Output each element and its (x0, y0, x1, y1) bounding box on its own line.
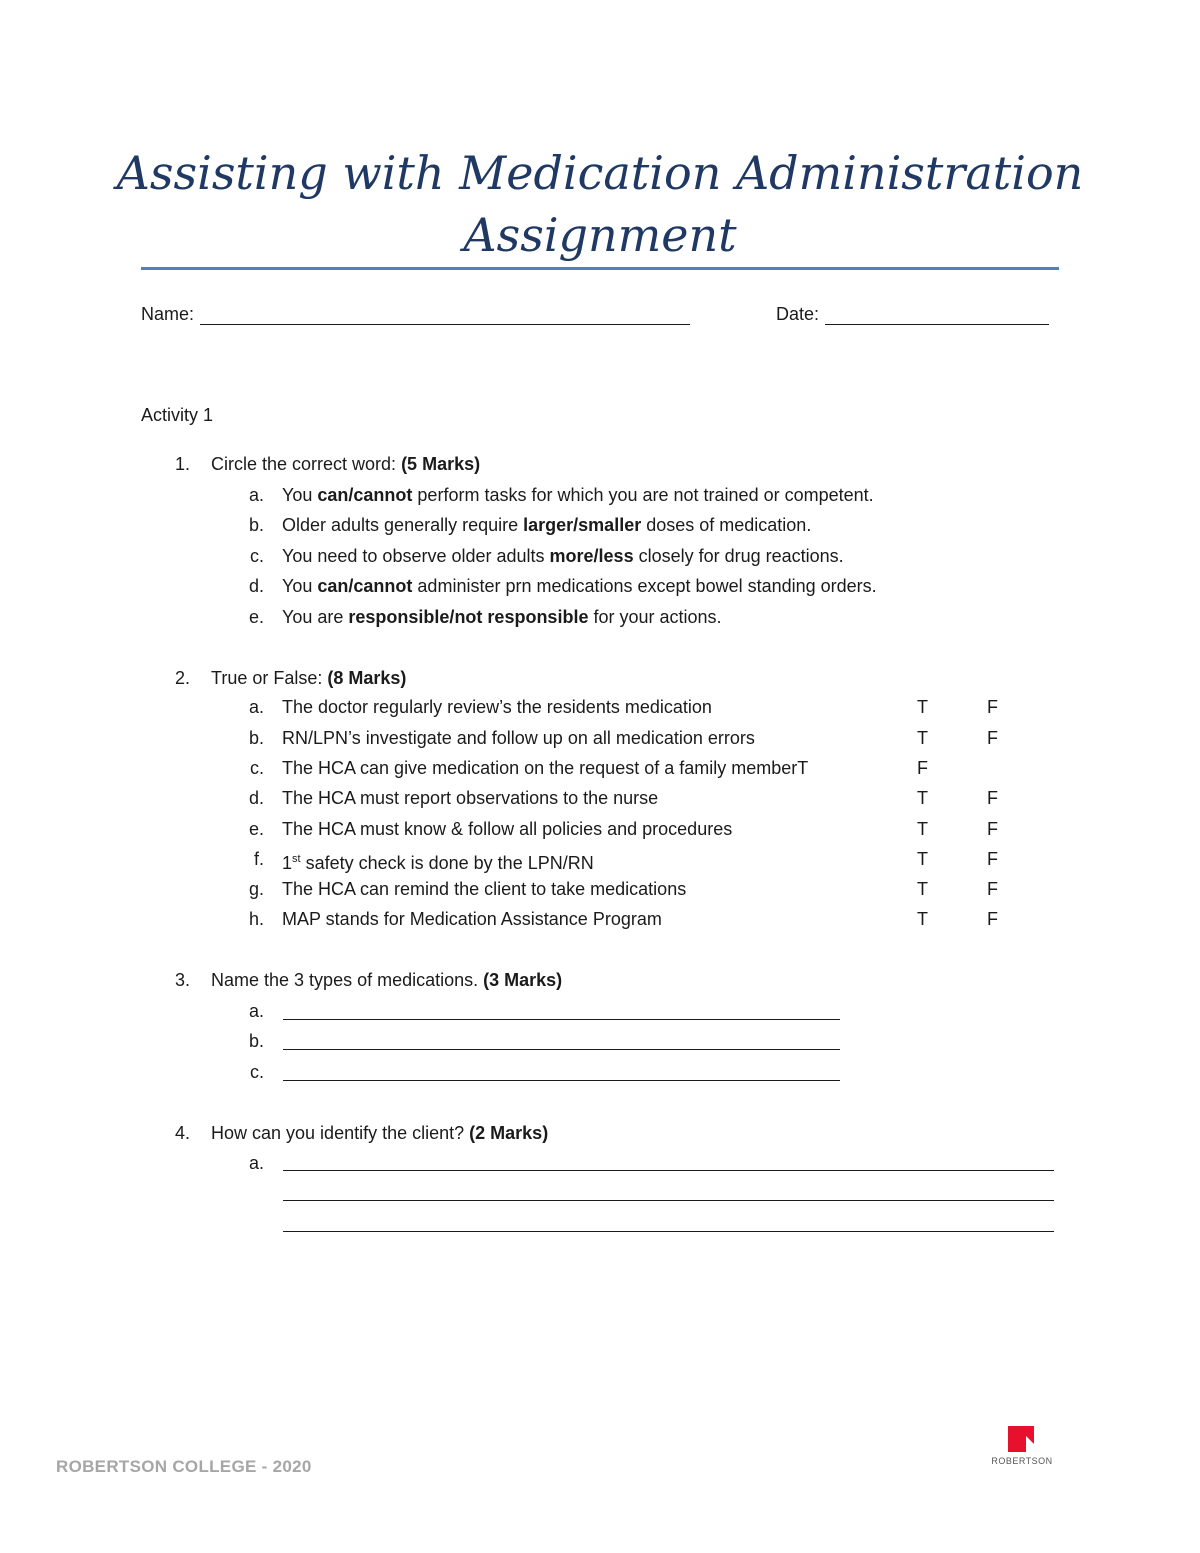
true-option[interactable]: T (917, 849, 928, 869)
name-field-row (141, 302, 690, 325)
false-option[interactable]: F (917, 758, 928, 778)
item-letter: b. (248, 1031, 264, 1051)
true-option[interactable]: T (917, 879, 928, 899)
true-option[interactable]: T (917, 819, 928, 839)
item-letter: e. (248, 819, 264, 839)
answer-line[interactable] (283, 1231, 1054, 1232)
answer-line[interactable] (283, 1049, 840, 1050)
title-underline (141, 267, 1059, 270)
true-option[interactable]: T (917, 788, 928, 808)
q2-item-g: The HCA can remind the client to take medications (282, 879, 687, 899)
item-letter: b. (248, 515, 264, 535)
date-blank[interactable] (825, 302, 1049, 325)
false-option[interactable]: F (987, 728, 998, 748)
answer-line[interactable] (283, 1200, 1054, 1201)
q1-item-e: You are responsible/not responsible for your actions. (282, 607, 722, 627)
q2-item-c: The HCA can give medication on the request of a family memberT (282, 758, 809, 778)
q2-item-d: The HCA must report observations to the nurse (282, 788, 659, 808)
false-option[interactable]: F (987, 909, 998, 929)
item-letter: c. (249, 546, 264, 566)
false-option[interactable]: F (987, 788, 998, 808)
question-number: 1. (174, 454, 190, 474)
question-1-text: Circle the correct word: (5 Marks) (211, 454, 481, 474)
page-title-line-2: Assignment (463, 208, 737, 262)
q2-item-f: 1st safety check is done by the LPN/RN (282, 853, 594, 873)
item-letter: a. (248, 697, 264, 717)
false-option[interactable]: F (987, 879, 998, 899)
name-blank[interactable] (200, 302, 690, 325)
answer-line[interactable] (283, 1019, 840, 1020)
true-option[interactable]: T (917, 697, 928, 717)
q2-item-h: MAP stands for Medication Assistance Program (282, 909, 662, 929)
name-label: Name: (141, 304, 195, 324)
question-4-text: How can you identify the client? (2 Marks) (211, 1123, 549, 1143)
robertson-logo (982, 1418, 1062, 1470)
question-number: 2. (174, 668, 190, 688)
q1-item-d: You can/cannot administer prn medications except bowel standing orders. (282, 576, 877, 596)
question-2-text: True or False: (8 Marks) (211, 668, 407, 688)
q2-item-b: RN/LPN’s investigate and follow up on all medication errors (282, 728, 755, 748)
q2-item-a: The doctor regularly review’s the residents medication (282, 697, 712, 717)
answer-line[interactable] (283, 1080, 840, 1081)
item-letter: a. (248, 1153, 264, 1173)
date-label: Date: (776, 304, 820, 324)
question-number: 3. (174, 970, 190, 990)
page-title-line-1: Assisting with Medication Administration (116, 146, 1084, 200)
question-number: 4. (174, 1123, 190, 1143)
q1-item-b: Older adults generally require larger/smaller doses of medication. (282, 515, 812, 535)
footer-text: ROBERTSON COLLEGE - 2020 (56, 1457, 312, 1476)
item-letter: h. (248, 909, 264, 929)
false-option[interactable]: F (987, 819, 998, 839)
activity-heading: Activity 1 (141, 405, 214, 425)
true-option[interactable]: T (917, 728, 928, 748)
answer-line[interactable] (283, 1170, 1054, 1171)
q1-item-a: You can/cannot perform tasks for which you are not trained or competent. (282, 485, 874, 505)
item-letter: d. (248, 788, 264, 808)
item-letter: d. (248, 576, 264, 596)
logo-wordmark: ROBERTSON (991, 1456, 1053, 1466)
item-letter: c. (249, 758, 264, 778)
item-letter: a. (248, 1001, 264, 1021)
item-letter: g. (248, 879, 264, 899)
q1-item-c: You need to observe older adults more/less closely for drug reactions. (282, 546, 844, 566)
true-option[interactable]: T (917, 909, 928, 929)
false-option[interactable]: F (987, 849, 998, 869)
q2-item-e: The HCA must know & follow all policies and procedures (282, 819, 733, 839)
item-letter: f. (253, 849, 264, 869)
robertson-logo-mark (1008, 1426, 1034, 1452)
item-letter: c. (249, 1062, 264, 1082)
item-letter: b. (248, 728, 264, 748)
item-letter: a. (248, 485, 264, 505)
false-option[interactable]: F (987, 697, 998, 717)
question-3-text: Name the 3 types of medications. (3 Marks) (211, 970, 563, 990)
date-field-row (776, 302, 1049, 325)
item-letter: e. (248, 607, 264, 627)
